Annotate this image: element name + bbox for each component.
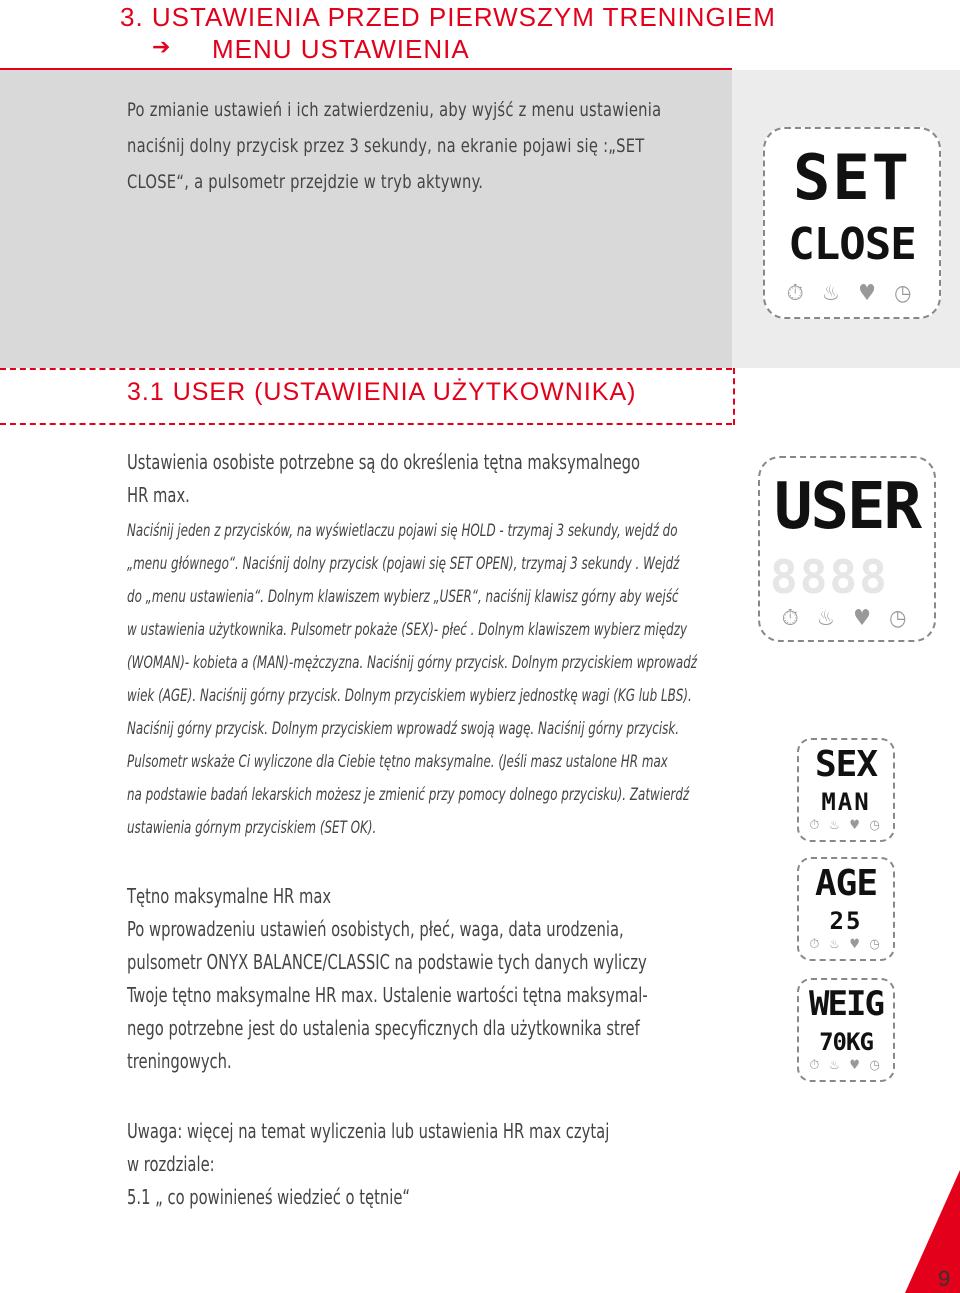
hrmax-line: pulsometr ONYX BALANCE/CLASSIC na podstawie tych danych wyliczy <box>127 950 647 974</box>
chapter-title: 3. USTAWIENIA PRZED PIERWSZYM TRENINGIEM <box>120 2 776 32</box>
lcd-bottom-text: 70KG <box>819 1028 873 1056</box>
steps-line: Naciśnij górny przycisk. Dolnym przyciskiem wprowadź swoją wagę. Naciśnij górny przycisk. <box>127 719 680 739</box>
intro-line: CLOSE“, a pulsometr przejdzie w tryb aktywny. <box>127 171 484 193</box>
watch-screen-user <box>758 456 936 642</box>
lead-line: Ustawienia osobiste potrzebne są do określenia tętna maksymalnego <box>127 450 641 474</box>
note-paragraph <box>127 1115 672 1214</box>
steps-line: w ustawienia użytkownika. Pulsometr pokaże (SEX)- płeć . Dolnym klawiszem wybierz między <box>127 620 688 640</box>
lcd-top-text: SEX <box>814 744 878 785</box>
lcd-status-icons: ⏱ ♨ ♥ ◷ <box>809 937 883 952</box>
hrmax-line: nego potrzebne jest do ustalenia specyficznych dla użytkownika stref <box>127 1016 640 1040</box>
lcd-status-icons: ⏱ ♨ ♥ ◷ <box>809 818 883 833</box>
note-line: 5.1 „ co powinieneś wiedzieć o tętnie“ <box>127 1185 411 1209</box>
note-line: Uwaga: więcej na temat wyliczenia lub ustawienia HR max czytaj <box>127 1119 610 1143</box>
lcd-top-text: AGE <box>814 863 878 904</box>
lcd-status-icons: ⏱ ♨ ♥ ◷ <box>781 606 913 631</box>
intro-line: Po zmianie ustawień i ich zatwierdzeniu, aby wyjść z menu ustawienia <box>127 99 662 121</box>
hrmax-line: Tętno maksymalne HR max <box>127 884 332 908</box>
section-divider-top <box>0 368 732 370</box>
subtitle-text: MENU USTAWIENIA <box>212 34 470 64</box>
watch-screen-age <box>797 857 895 961</box>
page-number: 9 <box>938 1266 951 1291</box>
hrmax-line: Twoje tętno maksymalne HR max. Ustalenie wartości tętna maksymal- <box>127 983 648 1007</box>
lcd-blank-digits: 8888 <box>770 550 889 604</box>
hrmax-paragraph <box>127 880 672 1078</box>
lcd-bottom-text: MAN <box>821 788 871 816</box>
section-divider-side <box>733 368 735 425</box>
lcd-top-text: USER <box>773 470 921 544</box>
lcd-status-icons: ⏱ ♨ ♥ ◷ <box>809 1058 883 1073</box>
lead-line: HR max. <box>127 483 190 507</box>
section-title: 3.1 USER (USTAWIENIA UŻYTKOWNIKA) <box>127 378 637 406</box>
hrmax-line: Po wprowadzeniu ustawień osobistych, płeć, waga, data urodzenia, <box>127 917 624 941</box>
lcd-top-text: WEIG <box>809 984 883 1024</box>
steps-line: Pulsometr wskaże Ci wyliczone dla Ciebie tętno maksymalne. (Jeśli masz ustalone HR max <box>127 752 668 772</box>
section-divider-bottom <box>0 423 732 425</box>
section-steps <box>127 515 700 845</box>
steps-line: wiek (AGE). Naciśnij górny przycisk. Dolnym przyciskiem wybierz jednostkę wagi (KG lub LBS). <box>127 686 692 706</box>
watch-screen-set-close <box>763 127 941 319</box>
steps-line: ustawienia górnym przyciskiem (SET OK). <box>127 818 377 838</box>
steps-line: „menu głównego“. Naciśnij dolny przycisk (pojawi się SET OPEN), trzymaj 3 sekundy . Wejdź <box>127 554 680 574</box>
lcd-top-text: SET <box>793 141 911 214</box>
corner-accent <box>905 1170 960 1293</box>
watch-screen-sex <box>797 738 895 842</box>
arrow-right-icon: ➔ <box>152 34 172 59</box>
hrmax-line: treningowych. <box>127 1049 232 1073</box>
steps-line: (WOMAN)- kobieta a (MAN)-mężczyzna. Naciśnij górny przycisk. Dolnym przyciskiem wprowadź <box>127 653 698 673</box>
section-lead <box>127 446 701 512</box>
steps-line: Naciśnij jeden z przycisków, na wyświetlaczu pojawi się HOLD - trzymaj 3 sekundy, wejdź do <box>127 521 678 541</box>
intro-paragraph <box>127 92 712 200</box>
chapter-subtitle <box>152 34 470 65</box>
lcd-bottom-text: 25 <box>829 907 863 935</box>
steps-line: na podstawie badań lekarskich możesz je zmienić przy pomocy dolnego przycisku). Zatwierdź <box>127 785 690 805</box>
note-line: w rozdziale: <box>127 1152 215 1176</box>
steps-line: do „menu ustawienia“. Dolnym klawiszem wybierz „USER“, naciśnij klawisz górny aby wejść <box>127 587 679 607</box>
watch-screen-weig <box>797 978 895 1082</box>
lcd-bottom-text: CLOSE <box>788 219 916 270</box>
lcd-status-icons: ⏱ ♨ ♥ ◷ <box>786 281 918 306</box>
intro-line: naciśnij dolny przycisk przez 3 sekundy, na ekranie pojawi się :„SET <box>127 135 645 157</box>
